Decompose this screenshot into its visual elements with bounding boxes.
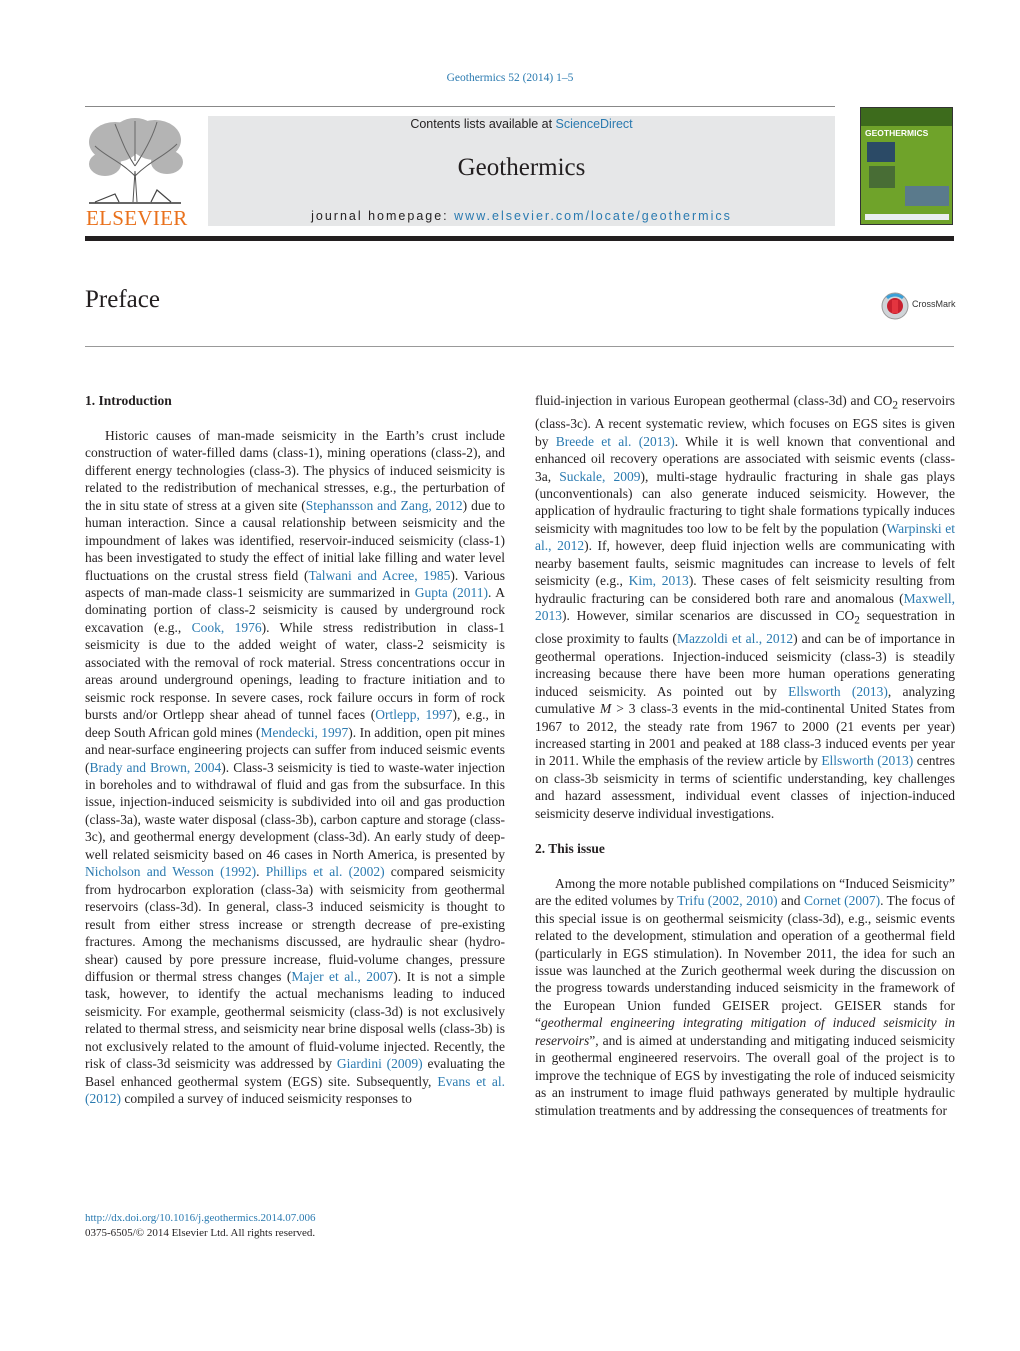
text: ). Class-3 seismicity is tied to waste-water injection in boreholes and to withdrawal of fluid and gas from the subsurface. In this issue, injection-induced seismicity is subdivided into oil and gas production (class-3a), waste water disposal (class-3b), carbon capture and storage (class-3c), and geothermal energy development (class-3d). An early study of deep-well related seismicity based on 46 cases in North America, is presented by [85,759,505,862]
ref-trifu-2002-2010[interactable]: Trifu (2002, 2010) [677,893,778,909]
ref-maxwell-2013[interactable]: Maxwell, 2013 [535,590,955,624]
article-footer [85,1211,315,1241]
text: . The focus of this special issue is on geothermal seismicity (class-3d), e.g., seismic events related to the development, stimulation and operation of a geothermal field (particularly in EGS stimulation). In November 2011, the idea for such an issue was launched at the Zurich geothermal week during the discussion on the progress towards understanding induced seismicity in the framework of the European Union funded GEISER project. GEISER stands for “ [535,893,956,1031]
ref-mendecki-1997[interactable]: Mendecki, 1997 [260,724,349,740]
copyright-notice: 0375-6505/© 2014 Elsevier Ltd. All rights reserved. [85,1227,316,1239]
text: > 3 class-3 events in the mid-continental United States from 1967 to 2012, the steady rate from 1967 to 2000 (21 events per year) increased starting in 2001 and peaked at 188 class-3 induced events per year in 2011. While the emphasis of the review article by [535,701,956,769]
ref-ellsworth-2013[interactable]: Ellsworth (2013) [788,683,888,699]
text: ). It is not a simple task, however, to identify the actual mechanisms leading to induced seismicity. For example, geothermal seismicity (class-3d) is not exclusively related to thermal stress, and seismicity near brine disposal wells (class-3b) is not exclusively related to the amount of fluid-volume injected. Recently, the risk of class-3d seismicity was addressed by [85,969,505,1072]
journal-homepage [208,209,835,223]
journal-cover-thumbnail[interactable] [860,107,953,225]
ref-cornet-2007[interactable]: Cornet (2007) [803,893,881,909]
ref-breede-2013[interactable]: Breede et al. (2013) [555,433,675,449]
subscript-2: 2 [854,614,860,627]
text: Historic causes of man-made seismicity in the Earth’s crust include construction of water-filled dams (class-1), mining operations (class-2), and different energy technologies (class-3). The physics of induced seismicity is related to the redistribution of mechanical stresses, e.g., the perturbation of the in situ state of stress at a given site ( [85,427,505,513]
text: ) and can be of importance in geothermal operations. Injection-induced seismicity (class-3) is steadily increasing because there have been more human operations generating induced seismicity. As pointed out by [535,631,955,699]
ref-suckale-2009[interactable]: Suckale, 2009 [559,468,641,484]
text: fluid-injection in various European geothermal (class-3d) and CO [535,393,893,408]
ref-cook-1976[interactable]: Cook, 1976 [191,619,262,635]
ref-majer-2007[interactable]: Majer et al., 2007 [291,969,394,984]
text: , analyzing cumulative [535,683,955,717]
ref-warpinski-2012[interactable]: Warpinski et al., 2012 [535,520,955,554]
text: compared seismicity from hydrocarbon exploration (class-3a) with seismicity from geothermal reservoirs (class-3d). In general, class-3 induced seismicity is thought to result from either stress increase or strength decrease of pre-existing fractures. Among the mechanisms discussed, are hydraulic shear (hydro-shear) caused by pore pressure increase, fluid-volume changes, pressure diffusion or thermal stress changes ( [85,864,506,984]
journal-masthead [208,116,835,226]
intro-paragraph-1-continued [535,392,955,822]
text: and [777,893,804,909]
ref-mazzoldi-2012[interactable]: Mazzoldi et al., 2012 [676,631,794,647]
text: evaluating the Basel enhanced geothermal system (EGS) site. Subsequently, [85,1056,505,1089]
subscript-2: 2 [892,399,899,412]
right-column [535,392,955,1119]
cover-image-2 [869,166,895,188]
text: . While it is well known that conventional and enhanced oil recovery operations are associated with seismic events (class-3a, [535,433,956,484]
text: ”, and is aimed at understanding and mitigating induced seismicity in geothermal engineered reservoirs. The overall goal of the project is to improve the technique of EGS by investigating the role of induced seismicity as an instrument to image fluid pathways generated by multiple hydraulic stimulation treatments and by addressing the consequences of treatments for [535,1032,955,1118]
journal-title: Geothermics [457,154,586,181]
issue-paragraph-1 [535,875,955,1119]
geiser-expansion: geothermal engineering integrating mitigation of induced seismicity in reservoirs [535,1015,955,1048]
text: ). Various aspects of man-made class-1 seismicity are summarized in [85,567,505,601]
text-continued: compiled a survey of induced seismicity responses to [121,1091,412,1107]
header-thick-rule [85,236,954,241]
text: ), multi-stage hydraulic fracturing in shale gas plays (unconventionals) can also generate induced seismicity. However, the application of hydraulic fracturing to tight shale formations typically induces seismicity with magnitudes too low to be felt by the population ( [535,468,955,536]
section-2-heading: 2. This issue [535,840,605,856]
text: . [256,864,266,880]
text: sequestration in close proximity to faults ( [535,608,955,647]
text: ) due to human interaction. Since a causal relationship between seismicity and the impoundment of lakes was identified, reservoir-induced seismicity (class-1) has been investigated to study the effect of initial lake filling and water level fluctuations on the crustal stress field ( [85,497,506,583]
title-rule [85,346,954,347]
text: Among the more notable published compilations on “Induced Seismicity” are the edited volumes by [535,875,955,909]
cover-footer-band [865,214,949,220]
header-rule [85,106,835,107]
journal-citation[interactable]: Geothermics 52 (2014) 1–5 [446,72,574,84]
ref-brady-brown-2004[interactable]: Brady and Brown, 2004 [89,759,222,775]
left-column [85,392,505,1108]
magnitude-symbol: M [599,701,612,717]
doi-link[interactable]: http://dx.doi.org/10.1016/j.geothermics.2014.07.006 [85,1212,316,1224]
text: ). In addition, open pit mines and near-surface engineering projects can suffer from induced seismic events ( [85,724,506,775]
ref-kim-2013[interactable]: Kim, 2013 [628,573,689,589]
text: ). If, however, deep fluid injection wells are communicating with nearby basement faults, seismic magnitudes can increase to levels of felt seismicity (e.g., [535,538,955,589]
ref-giardini-2009[interactable]: Giardini (2009) [336,1056,423,1072]
section-1-heading: 1. Introduction [85,393,172,408]
ref-evans-2012[interactable]: Evans et al. (2012) [85,1073,505,1107]
cover-title: GEOTHERMICS [865,128,929,138]
contents-line [208,117,835,131]
ref-nicholson-wesson-1992[interactable]: Nicholson and Wesson (1992) [85,864,257,880]
intro-paragraph-1 [85,427,505,1108]
ref-phillips-2002[interactable]: Phillips et al. (2002) [265,864,385,880]
text: ). However, similar scenarios are discussed in CO [562,608,855,624]
crossmark-label: CrossMark [912,299,956,309]
homepage-prefix: journal homepage: [311,209,455,223]
crossmark-badge[interactable] [881,290,955,322]
ref-talwani-acree-1985[interactable]: Talwani and Acree, 1985 [308,567,451,583]
ref-ortlepp-1997[interactable]: Ortlepp, 1997 [375,707,453,723]
text: . A dominating portion of class-2 seismicity is caused by underground rock excavation (e.g., [85,585,505,635]
ref-ellsworth-2013-b[interactable]: Ellsworth (2013) [821,753,914,769]
text: centres on class-3b seismicity in terms of scientific understanding, key challenges and hazard assessment, individual event classes of injection-induced seismicity deserve individual investigations. [535,753,955,821]
crossmark-icon [881,292,909,320]
text: ), e.g., in deep South African gold mines ( [85,707,505,740]
ref-stephansson-zang-2012[interactable]: Stephansson and Zang, 2012 [305,497,463,513]
cover-top-band [861,108,952,126]
text: ). These cases of felt seismicity resulting from hydraulic fracturing can be considered both rare and anomalous ( [535,573,956,606]
cover-image-3 [905,186,949,206]
contents-prefix: Contents lists available at [410,117,556,131]
homepage-link[interactable]: www.elsevier.com/locate/geothermics [454,209,732,223]
ref-gupta-2011[interactable]: Gupta (2011) [414,585,488,601]
text: reservoirs (class-3c). A recent systematic review, which focuses on EGS sites is given by [535,393,955,449]
text: ). While stress redistribution in class-1 seismicity is due to the added weight of water, class-2 seismicity is associated with the removal of rock material. Stress concentrations occur in areas around underground openings, leading to fracture initiation and to seismic rock response. In severe cases, rock failure occurs in form of rock bursts and/or Ortlepp shear ahead of tunnel faces ( [85,619,505,723]
elsevier-wordmark: ELSEVIER [86,206,188,230]
sciencedirect-link[interactable]: ScienceDirect [555,117,633,131]
cover-image-1 [867,142,895,162]
article-title: Preface [85,286,160,313]
